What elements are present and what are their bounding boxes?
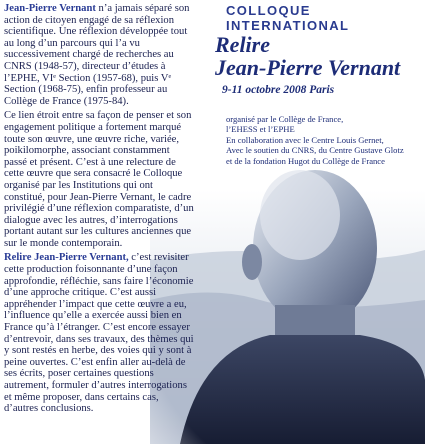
title-line-2: Jean-Pierre Vernant — [215, 55, 401, 80]
intro-paragraph-3 — [4, 252, 194, 414]
organiser-line: Avec le soutien du CNRS, du Centre Gustave Glotz — [226, 145, 404, 156]
relire-highlight: Relire Jean-Pierre Vernant, — [4, 252, 129, 264]
intro-paragraph-2: Ce lien étroit entre sa façon de penser et son engagement politique a fortement marqué toute son œuvre, une œuvre riche, variée, poikilomorphe, associant constamment passé et présent. C’est à une relecture de cette œuvre que sera consacré le Colloque organisé par les Institutions qui ont constitué, pour Jean-Pierre Vernant, le cadre privilégié d’une réflexion comparatiste, d’un dialogue avec les autres, d’interrogations portant autant sur les cultures anciennes que sur le monde contemporain. — [4, 110, 194, 249]
organiser-line: l’EHESS et l’EPHE — [226, 124, 295, 135]
intro-text-column — [4, 3, 194, 418]
organiser-line: organisé par le Collège de France, — [226, 114, 344, 124]
organisers-block — [226, 114, 404, 166]
organiser-line: En collaboration avec le Centre Louis Gernet, — [226, 134, 384, 145]
intro-paragraph-3-body: c’est revisiter cette production foisonnante d’une façon approfondie, réfléchie, sans faire l’économie d’une approche critique. C’est aussi appréhender l’impact que cette œuvre a eu, l’influence qu’elle a exercée aussi bien en France qu’à l’étranger. C’est encore essayer d’entrevoir, dans ses travaux, des thèmes qui y sont restés en herbe, des voies qui y sont à peine ouvertes. C’est enfin aller au-delà de ses écrits, poser certaines questions autrement, formuler d’autres interrogations et même proposer, dans certains cas, d’autres conclusions. — [4, 252, 194, 415]
organiser-line: et de la fondation Hugot du Collège de France — [226, 155, 385, 166]
title-line-1: Relire — [215, 32, 270, 57]
intro-paragraph-1-body: n’a jamais séparé son action de citoyen engagé de sa réflexion scientifique. Une réflexion développée tout au long d’un parcours qui l’a vu successivement chargé de recherches au CNRS (1948-57), directeur d’études à l’EPHE, VIᵉ Section (1957-68), puis Vᵉ Section (1968-75), enfin professeur au Collège de France (1975-84). — [4, 3, 190, 107]
vernant-name-highlight: Jean-Pierre Vernant — [4, 3, 96, 14]
intro-paragraph-1 — [4, 3, 194, 107]
colloque-heading: COLLOQUE INTERNATIONAL — [226, 3, 350, 33]
event-dates: 9-11 octobre 2008 Paris — [222, 84, 335, 96]
poster-title — [215, 33, 400, 79]
